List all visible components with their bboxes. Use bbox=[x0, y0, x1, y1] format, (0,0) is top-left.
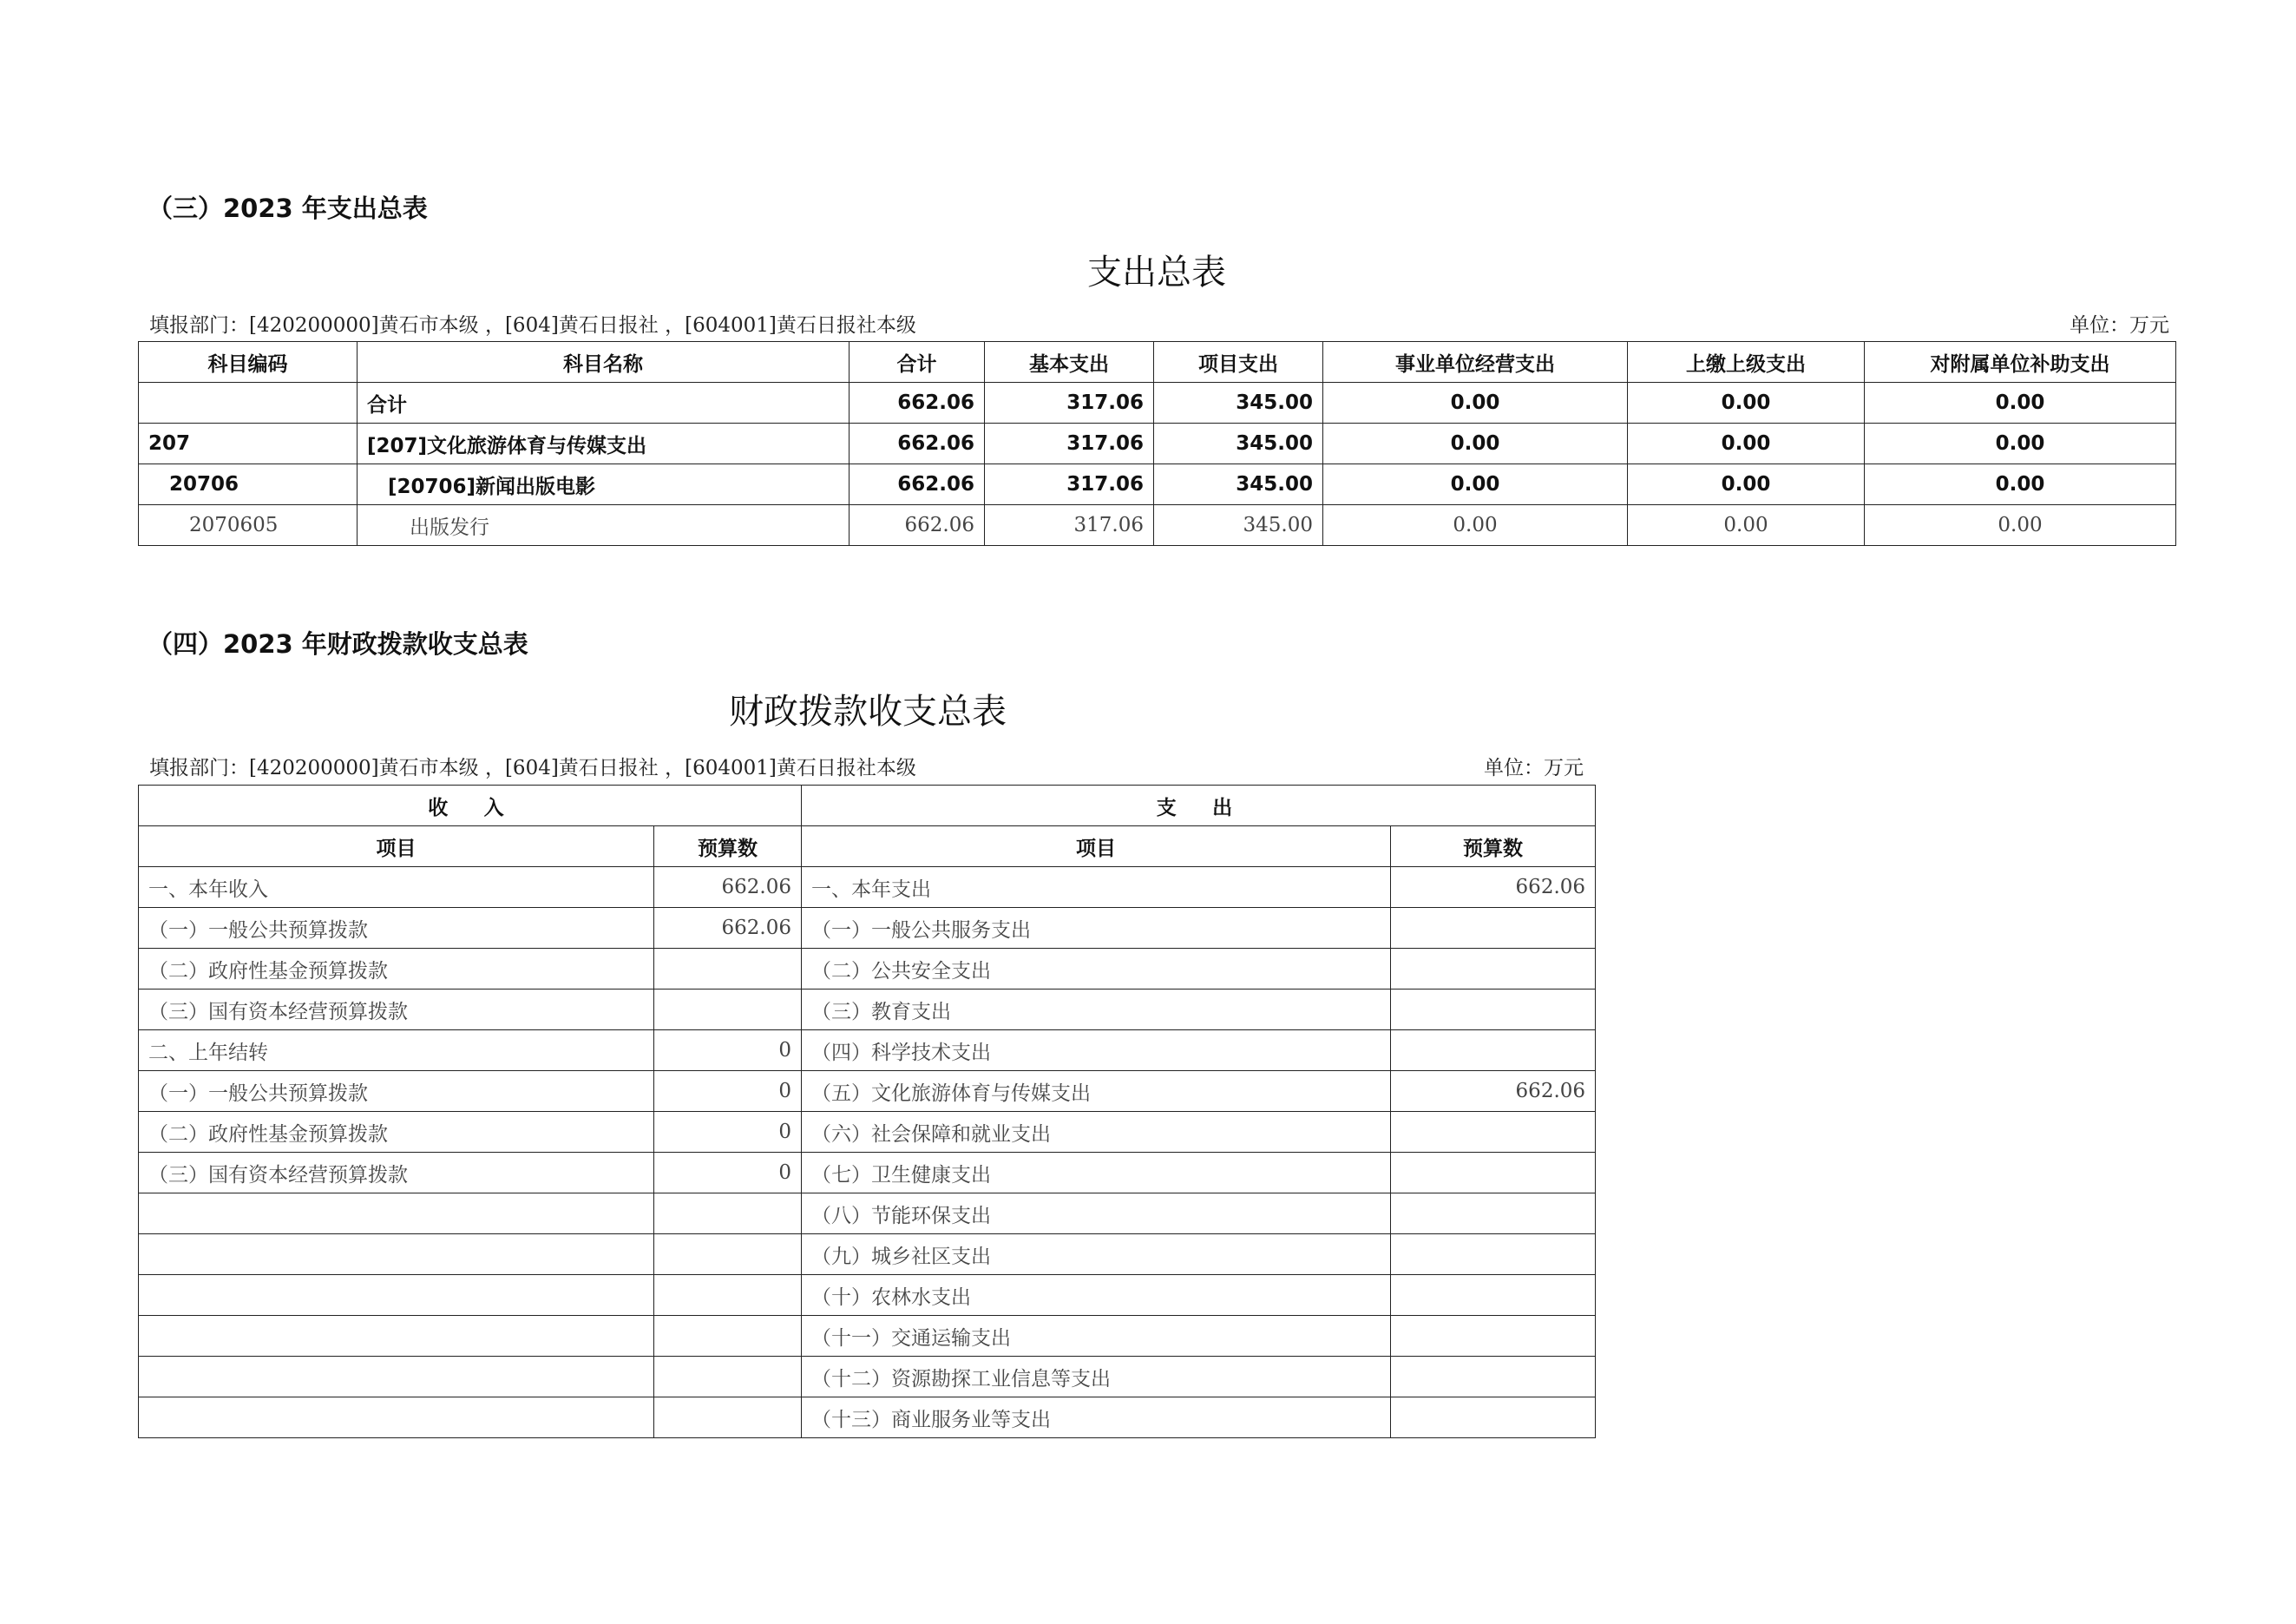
col-header-project: 项目支出 bbox=[1154, 342, 1323, 383]
cell-code: 207 bbox=[139, 424, 358, 464]
reporting-unit: 填报部门：[420200000]黄石市本级 ，[604]黄石日报社 ，[604001]黄石日报社本级 bbox=[149, 314, 916, 337]
table-row bbox=[139, 1275, 1596, 1316]
cell-expense-amount bbox=[1391, 1193, 1596, 1234]
table-header-row bbox=[139, 786, 1596, 826]
cell-expense-amount bbox=[1391, 1275, 1596, 1316]
cell-name: 出版发行 bbox=[358, 505, 850, 546]
col-header-total: 合计 bbox=[850, 342, 985, 383]
cell-remit: 0.00 bbox=[1628, 464, 1865, 505]
cell-income-item bbox=[139, 1193, 654, 1234]
cell-business: 0.00 bbox=[1323, 383, 1628, 424]
cell-expense-item: （五）文化旅游体育与传媒支出 bbox=[802, 1071, 1391, 1112]
cell-expense-item: （十一）交通运输支出 bbox=[802, 1316, 1391, 1357]
cell-expense-amount bbox=[1391, 1316, 1596, 1357]
cell-income-item: （一）一般公共预算拨款 bbox=[139, 908, 654, 949]
cell-name: [207]文化旅游体育与传媒支出 bbox=[358, 424, 850, 464]
cell-expense-amount bbox=[1391, 1234, 1596, 1275]
cell-expense-item: （七）卫生健康支出 bbox=[802, 1153, 1391, 1193]
cell-expense-item: 一、本年支出 bbox=[802, 867, 1391, 908]
cell-code bbox=[139, 383, 358, 424]
cell-expense-amount: 662.06 bbox=[1391, 867, 1596, 908]
cell-income-amount: 0 bbox=[654, 1153, 802, 1193]
expenditure-table bbox=[138, 341, 2176, 546]
cell-code: 2070605 bbox=[139, 505, 358, 546]
cell-basic: 317.06 bbox=[985, 383, 1154, 424]
cell-expense-amount bbox=[1391, 908, 1596, 949]
cell-expense-amount bbox=[1391, 1357, 1596, 1397]
cell-remit: 0.00 bbox=[1628, 505, 1865, 546]
cell-code: 20706 bbox=[139, 464, 358, 505]
cell-income-item bbox=[139, 1357, 654, 1397]
col-header-code: 科目编码 bbox=[139, 342, 358, 383]
cell-income-amount: 0 bbox=[654, 1112, 802, 1153]
table-row bbox=[139, 990, 1596, 1030]
unit-label: 单位：万元 bbox=[1484, 757, 1584, 779]
cell-income-item bbox=[139, 1316, 654, 1357]
cell-expense-amount bbox=[1391, 1397, 1596, 1438]
cell-income-amount: 0 bbox=[654, 1030, 802, 1071]
expenditure-table-title: 支出总表 bbox=[1087, 253, 1226, 293]
table-row bbox=[139, 1357, 1596, 1397]
cell-expense-item: （六）社会保障和就业支出 bbox=[802, 1112, 1391, 1153]
cell-income-amount bbox=[654, 1357, 802, 1397]
cell-income-item bbox=[139, 1275, 654, 1316]
section-heading-fiscal: （四）2023 年财政拨款收支总表 bbox=[148, 629, 528, 659]
col-header-expense-budget: 预算数 bbox=[1391, 826, 1596, 867]
cell-remit: 0.00 bbox=[1628, 424, 1865, 464]
cell-income-amount bbox=[654, 1397, 802, 1438]
cell-expense-item: （八）节能环保支出 bbox=[802, 1193, 1391, 1234]
col-header-income-item: 项目 bbox=[139, 826, 654, 867]
table-row bbox=[139, 1071, 1596, 1112]
col-header-remit: 上缴上级支出 bbox=[1628, 342, 1865, 383]
cell-name: [20706]新闻出版电影 bbox=[358, 464, 850, 505]
cell-basic: 317.06 bbox=[985, 424, 1154, 464]
fiscal-table-title: 财政拨款收支总表 bbox=[729, 692, 1007, 732]
cell-project: 345.00 bbox=[1154, 424, 1323, 464]
cell-basic: 317.06 bbox=[985, 505, 1154, 546]
table-row bbox=[139, 1153, 1596, 1193]
reporting-unit: 填报部门：[420200000]黄石市本级 ，[604]黄石日报社 ，[604001]黄石日报社本级 bbox=[149, 757, 916, 779]
table-row bbox=[139, 1316, 1596, 1357]
cell-expense-item: （二）公共安全支出 bbox=[802, 949, 1391, 990]
cell-income-amount: 0 bbox=[654, 1071, 802, 1112]
cell-income-item: （二）政府性基金预算拨款 bbox=[139, 949, 654, 990]
cell-project: 345.00 bbox=[1154, 464, 1323, 505]
table-subheader-row bbox=[139, 826, 1596, 867]
cell-subsidy: 0.00 bbox=[1865, 383, 2176, 424]
cell-income-item: （二）政府性基金预算拨款 bbox=[139, 1112, 654, 1153]
cell-income-item: （三）国有资本经营预算拨款 bbox=[139, 1153, 654, 1193]
cell-income-item bbox=[139, 1397, 654, 1438]
col-header-income-budget: 预算数 bbox=[654, 826, 802, 867]
cell-income-item: （三）国有资本经营预算拨款 bbox=[139, 990, 654, 1030]
fiscal-table-body bbox=[139, 867, 1596, 1438]
cell-expense-item: （十三）商业服务业等支出 bbox=[802, 1397, 1391, 1438]
table-row bbox=[139, 505, 2176, 546]
cell-income-item: （一）一般公共预算拨款 bbox=[139, 1071, 654, 1112]
cell-expense-amount: 662.06 bbox=[1391, 1071, 1596, 1112]
table-row bbox=[139, 464, 2176, 505]
table-row bbox=[139, 383, 2176, 424]
cell-subsidy: 0.00 bbox=[1865, 505, 2176, 546]
cell-expense-item: （三）教育支出 bbox=[802, 990, 1391, 1030]
cell-expense-item: （十二）资源勘探工业信息等支出 bbox=[802, 1357, 1391, 1397]
cell-income-amount bbox=[654, 949, 802, 990]
col-header-subsidy: 对附属单位补助支出 bbox=[1865, 342, 2176, 383]
cell-income-amount bbox=[654, 1316, 802, 1357]
section-heading-expenditure: （三）2023 年支出总表 bbox=[148, 194, 428, 223]
cell-expense-amount bbox=[1391, 990, 1596, 1030]
cell-basic: 317.06 bbox=[985, 464, 1154, 505]
cell-subsidy: 0.00 bbox=[1865, 464, 2176, 505]
cell-expense-amount bbox=[1391, 1030, 1596, 1071]
income-header: 收 入 bbox=[139, 786, 802, 826]
table-row bbox=[139, 949, 1596, 990]
table-row bbox=[139, 1397, 1596, 1438]
cell-expense-amount bbox=[1391, 1112, 1596, 1153]
cell-remit: 0.00 bbox=[1628, 383, 1865, 424]
cell-subsidy: 0.00 bbox=[1865, 424, 2176, 464]
col-header-expense-item: 项目 bbox=[802, 826, 1391, 867]
table-row bbox=[139, 908, 1596, 949]
cell-income-item: 二、上年结转 bbox=[139, 1030, 654, 1071]
table-row bbox=[139, 867, 1596, 908]
cell-expense-item: （十）农林水支出 bbox=[802, 1275, 1391, 1316]
cell-income-item: 一、本年收入 bbox=[139, 867, 654, 908]
table-row bbox=[139, 424, 2176, 464]
col-header-name: 科目名称 bbox=[358, 342, 850, 383]
table-header-row bbox=[139, 342, 2176, 383]
expense-header: 支 出 bbox=[802, 786, 1596, 826]
cell-business: 0.00 bbox=[1323, 424, 1628, 464]
table-row bbox=[139, 1030, 1596, 1071]
table-row bbox=[139, 1193, 1596, 1234]
table-row bbox=[139, 1234, 1596, 1275]
cell-total: 662.06 bbox=[850, 424, 985, 464]
cell-income-amount: 662.06 bbox=[654, 908, 802, 949]
cell-expense-amount bbox=[1391, 1153, 1596, 1193]
table-row bbox=[139, 1112, 1596, 1153]
cell-expense-item: （一）一般公共服务支出 bbox=[802, 908, 1391, 949]
cell-income-amount bbox=[654, 1193, 802, 1234]
cell-business: 0.00 bbox=[1323, 464, 1628, 505]
col-header-basic: 基本支出 bbox=[985, 342, 1154, 383]
cell-total: 662.06 bbox=[850, 464, 985, 505]
cell-income-amount bbox=[654, 990, 802, 1030]
cell-name: 合计 bbox=[358, 383, 850, 424]
cell-business: 0.00 bbox=[1323, 505, 1628, 546]
fiscal-table bbox=[138, 785, 1596, 1438]
cell-income-amount bbox=[654, 1234, 802, 1275]
cell-project: 345.00 bbox=[1154, 383, 1323, 424]
cell-income-amount: 662.06 bbox=[654, 867, 802, 908]
cell-expense-item: （四）科学技术支出 bbox=[802, 1030, 1391, 1071]
cell-project: 345.00 bbox=[1154, 505, 1323, 546]
col-header-business: 事业单位经营支出 bbox=[1323, 342, 1628, 383]
cell-total: 662.06 bbox=[850, 505, 985, 546]
cell-total: 662.06 bbox=[850, 383, 985, 424]
cell-expense-amount bbox=[1391, 949, 1596, 990]
unit-label: 单位：万元 bbox=[2070, 314, 2169, 337]
cell-expense-item: （九）城乡社区支出 bbox=[802, 1234, 1391, 1275]
cell-income-item bbox=[139, 1234, 654, 1275]
cell-income-amount bbox=[654, 1275, 802, 1316]
